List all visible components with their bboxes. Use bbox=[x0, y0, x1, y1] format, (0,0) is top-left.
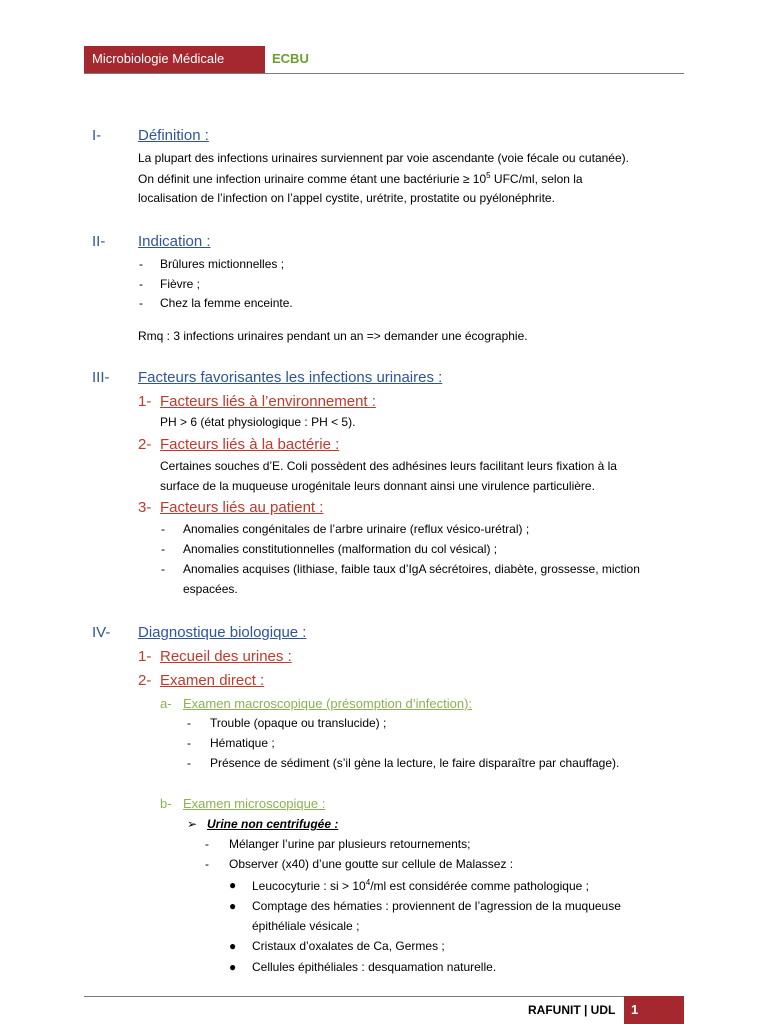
section-1-line-1: La plupart des infections urinaires surviennent par voie ascendante (voie fécale ou cutanée). bbox=[138, 151, 629, 165]
macro-item: Présence de sédiment (s’il gène la lecture, le faire disparaître par chauffage). bbox=[210, 756, 620, 770]
section-1-line-3: localisation de l’infection on l’appel cystite, urétrite, prostatite ou pyélonéphrite. bbox=[138, 191, 555, 205]
subsection-4-2-number: 2- bbox=[138, 672, 152, 689]
subsection-4-1-number: 1- bbox=[138, 648, 152, 665]
dash-marker: - bbox=[139, 296, 143, 310]
patient-factor-item: Anomalies congénitales de l’arbre urinaire (reflux vésico-urétral) ; bbox=[183, 522, 530, 536]
patient-factor-item: Anomalies acquises (lithiase, faible taux d’IgA sécrétoires, diabète, grossesse, miction bbox=[183, 562, 640, 576]
dash-marker: - bbox=[139, 257, 143, 271]
subsection-3-2-number: 2- bbox=[138, 436, 152, 453]
header-rule bbox=[84, 73, 684, 74]
subsection-b-subtitle: Urine non centrifugée : bbox=[207, 817, 339, 831]
section-1-number: I- bbox=[92, 127, 102, 144]
section-1-line-2: On définit une infection urinaire comme étant une bactériurie ≥ $10^5$ UFC/ml, selon la bbox=[138, 171, 583, 186]
footer-text: RAFUNIT | UDL bbox=[528, 1003, 616, 1017]
subsection-b-letter: b- bbox=[160, 796, 172, 811]
arrow-bullet-icon: ➢ bbox=[187, 817, 198, 831]
section-4-number: IV- bbox=[92, 624, 111, 641]
subsection-3-3-title: Facteurs liés au patient : bbox=[160, 499, 324, 516]
section-1-title: Définition : bbox=[138, 127, 209, 144]
micro-bullet-2-continued: épithéliale vésicale ; bbox=[252, 919, 360, 933]
subsection-4-1-title: Recueil des urines : bbox=[160, 648, 292, 665]
subsection-3-2-line-1: Certaines souches d’E. Coli possèdent des adhésines leurs facilitant leurs fixation à la bbox=[160, 459, 617, 473]
subsection-3-2-title: Facteurs liés à la bactérie : bbox=[160, 436, 340, 453]
patient-factor-item: Anomalies constitutionnelles (malformation du col vésical) ; bbox=[183, 542, 498, 556]
header-topic: ECBU bbox=[272, 51, 309, 66]
subsection-a-title: Examen macroscopique (présomption d’infection): bbox=[183, 696, 473, 711]
dash-marker: - bbox=[161, 542, 165, 556]
dash-marker: - bbox=[205, 837, 209, 851]
dash-marker: - bbox=[205, 857, 209, 871]
macro-item: Trouble (opaque ou translucide) ; bbox=[210, 716, 387, 730]
dash-marker: - bbox=[139, 277, 143, 291]
dash-marker: - bbox=[187, 716, 191, 730]
bullet-icon: ● bbox=[229, 878, 237, 892]
dash-marker: - bbox=[187, 756, 191, 770]
indication-item: Chez la femme enceinte. bbox=[160, 296, 293, 310]
micro-bullet-4: Cellules épithéliales : desquamation naturelle. bbox=[252, 960, 497, 974]
section-2-number: II- bbox=[92, 233, 106, 250]
macro-item: Hématique ; bbox=[210, 736, 275, 750]
micro-bullet-3: Cristaux d’oxalates de Ca, Germes ; bbox=[252, 939, 445, 953]
dash-marker: - bbox=[161, 562, 165, 576]
subsection-3-1-title: Facteurs liés à l’environnement : bbox=[160, 393, 376, 410]
subsection-a-letter: a- bbox=[160, 696, 172, 711]
header-subject: Microbiologie Médicale bbox=[92, 51, 225, 66]
indication-item: Brûlures mictionnelles ; bbox=[160, 257, 285, 271]
indication-item: Fièvre ; bbox=[160, 277, 201, 291]
section-3-title: Facteurs favorisantes les infections urinaires : bbox=[138, 369, 443, 386]
bullet-icon: ● bbox=[229, 960, 237, 974]
micro-item: Mélanger l’urine par plusieurs retournements; bbox=[229, 837, 471, 851]
micro-item: Observer (x40) d’une goutte sur cellule de Malassez : bbox=[229, 857, 514, 871]
section-4-title: Diagnostique biologique : bbox=[138, 624, 307, 641]
bullet-icon: ● bbox=[229, 939, 237, 953]
section-2-title: Indication : bbox=[138, 233, 211, 250]
page-number: 1 bbox=[631, 1002, 639, 1017]
dash-marker: - bbox=[161, 522, 165, 536]
bullet-icon: ● bbox=[229, 899, 237, 913]
micro-bullet-1: Leucocyturie : si > $10^4/ml$ est considérée comme pathologique ; bbox=[252, 878, 589, 893]
subsection-3-1-number: 1- bbox=[138, 393, 152, 410]
subsection-b-title: Examen microscopique : bbox=[183, 796, 326, 811]
subsection-3-3-number: 3- bbox=[138, 499, 152, 516]
footer-rule bbox=[84, 996, 684, 997]
subsection-4-2-title: Examen direct : bbox=[160, 672, 265, 689]
subsection-3-1-text: PH > 6 (état physiologique : PH < 5). bbox=[160, 415, 356, 429]
dash-marker: - bbox=[187, 736, 191, 750]
micro-bullet-2: Comptage des hématies : proviennent de l’agression de la muqueuse bbox=[252, 899, 621, 913]
remark: Rmq : 3 infections urinaires pendant un an => demander une écographie. bbox=[138, 329, 528, 343]
subsection-3-2-line-2: surface de la muqueuse urogénitale leurs donnant ainsi une virulence particulière. bbox=[160, 479, 595, 493]
section-3-number: III- bbox=[92, 369, 110, 386]
patient-factor-item-continued: espacées. bbox=[183, 582, 238, 596]
